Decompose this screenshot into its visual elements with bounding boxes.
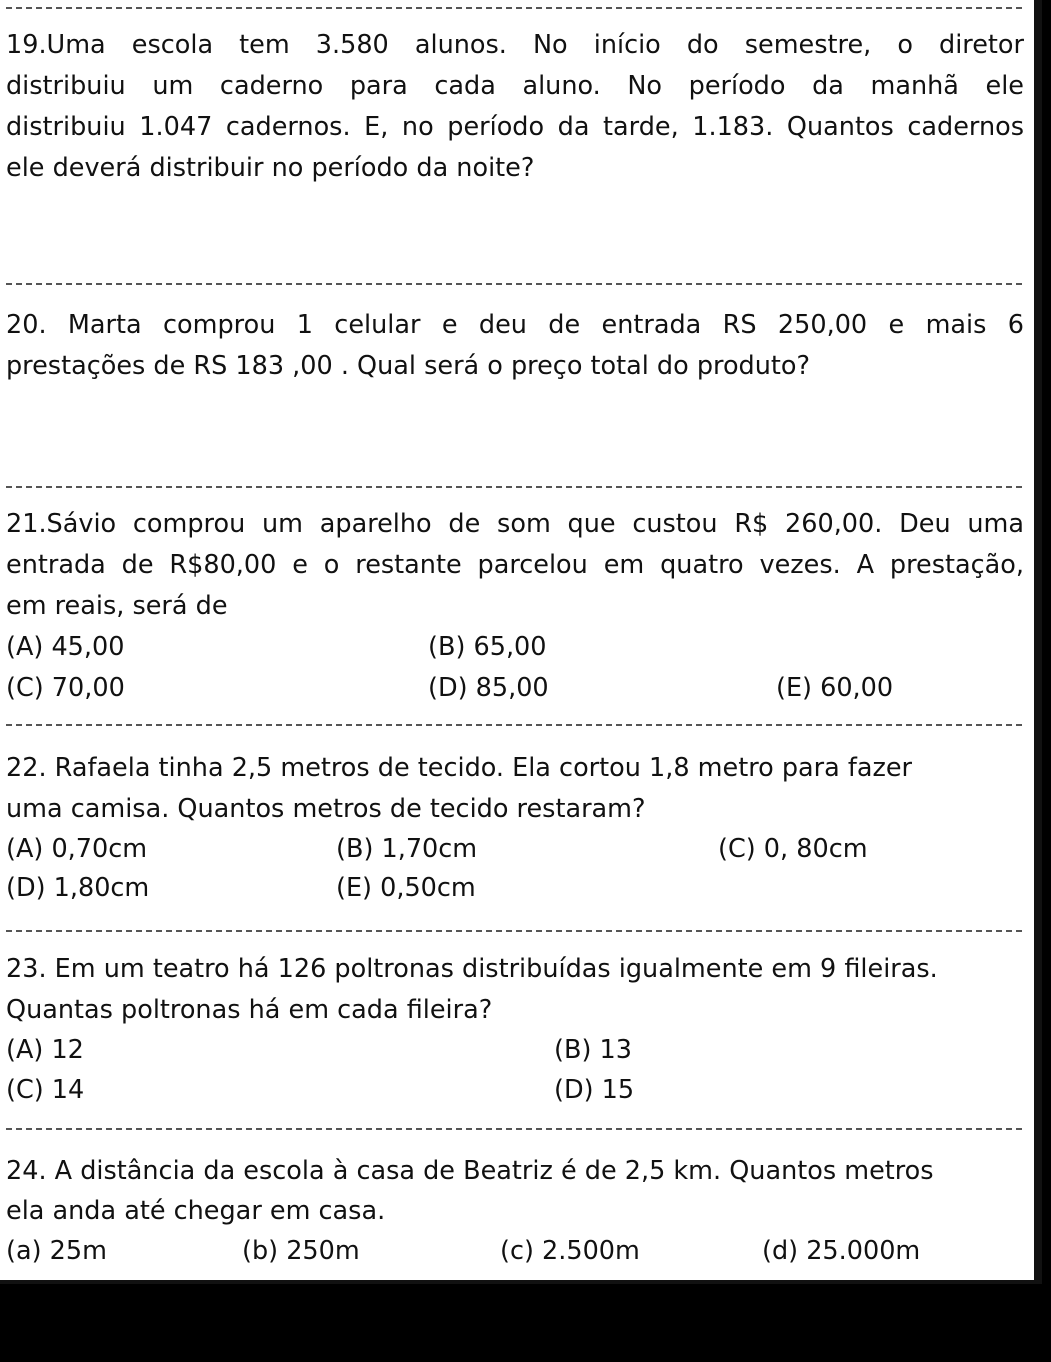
- q22-option-e: (E) 0,50cm: [336, 873, 476, 903]
- q24-option-c: (c) 2.500m: [500, 1236, 640, 1266]
- q21-option-a: (A) 45,00: [6, 632, 125, 662]
- q20-line-1: 20. Marta comprou 1 celular e deu de entrada RS 250,00 e mais 6: [6, 310, 1024, 340]
- q21-option-d: (D) 85,00: [428, 673, 549, 703]
- q24-options-row: [6, 1231, 1024, 1272]
- q20-line-2: prestações de RS 183 ,00 . Qual será o preço total do produto?: [6, 351, 811, 381]
- q23-option-b: (B) 13: [554, 1035, 632, 1065]
- separator-top: [6, 7, 1022, 9]
- separator-22-23: [6, 930, 1022, 932]
- q21-options-row-2: [6, 668, 1024, 709]
- q24-option-b: (b) 250m: [242, 1236, 360, 1266]
- q21-line-2: entrada de R$80,00 e o restante parcelou em quatro vezes. A prestação,: [6, 550, 1024, 580]
- q21-option-e: (E) 60,00: [776, 673, 894, 703]
- q22-options-row-1: [6, 829, 1024, 870]
- q21-line-1: 21.Sávio comprou um aparelho de som que custou R$ 260,00. Deu uma: [6, 509, 1024, 539]
- separator-20-21: [6, 486, 1022, 488]
- q23-options-row-1: [6, 1030, 1024, 1071]
- q22-options-row-2: [6, 868, 1024, 909]
- q22-option-a: (A) 0,70cm: [6, 834, 148, 864]
- q22-line-1: 22. Rafaela tinha 2,5 metros de tecido. Ela cortou 1,8 metro para fazer: [6, 753, 913, 783]
- q24-option-d: (d) 25.000m: [762, 1236, 921, 1266]
- q22-option-d: (D) 1,80cm: [6, 873, 150, 903]
- q22-option-b: (B) 1,70cm: [336, 834, 478, 864]
- q23-line-1: 23. Em um teatro há 126 poltronas distribuídas igualmente em 9 fileiras.: [6, 954, 938, 984]
- q22-line-2: uma camisa. Quantos metros de tecido restaram?: [6, 794, 646, 824]
- q24-option-a: (a) 25m: [6, 1236, 107, 1266]
- q19-line-3: distribuiu 1.047 cadernos. E, no período da tarde, 1.183. Quantos cadernos: [6, 112, 1024, 142]
- q19-line-2: distribuiu um caderno para cada aluno. No período da manhã ele: [6, 71, 1024, 101]
- q23-option-c: (C) 14: [6, 1075, 85, 1105]
- q23-option-d: (D) 15: [554, 1075, 635, 1105]
- q19-line-4: ele deverá distribuir no período da noite?: [6, 153, 535, 183]
- q21-options-row-1: [6, 627, 1024, 668]
- q24-line-1: 24. A distância da escola à casa de Beatriz é de 2,5 km. Quantos metros: [6, 1156, 934, 1186]
- q23-options-row-2: [6, 1070, 1024, 1111]
- q23-line-2: Quantas poltronas há em cada fileira?: [6, 995, 493, 1025]
- separator-23-24: [6, 1128, 1022, 1130]
- separator-21-22: [6, 724, 1022, 726]
- q19-line-1: 19.Uma escola tem 3.580 alunos. No início do semestre, o diretor: [6, 30, 1024, 60]
- separator-19-20: [6, 283, 1022, 285]
- q24-line-2: ela anda até chegar em casa.: [6, 1196, 386, 1226]
- q21-option-c: (C) 70,00: [6, 673, 125, 703]
- q21-line-3: em reais, será de: [6, 591, 228, 621]
- q23-option-a: (A) 12: [6, 1035, 84, 1065]
- q21-option-b: (B) 65,00: [428, 632, 547, 662]
- q22-option-c: (C) 0, 80cm: [718, 834, 868, 864]
